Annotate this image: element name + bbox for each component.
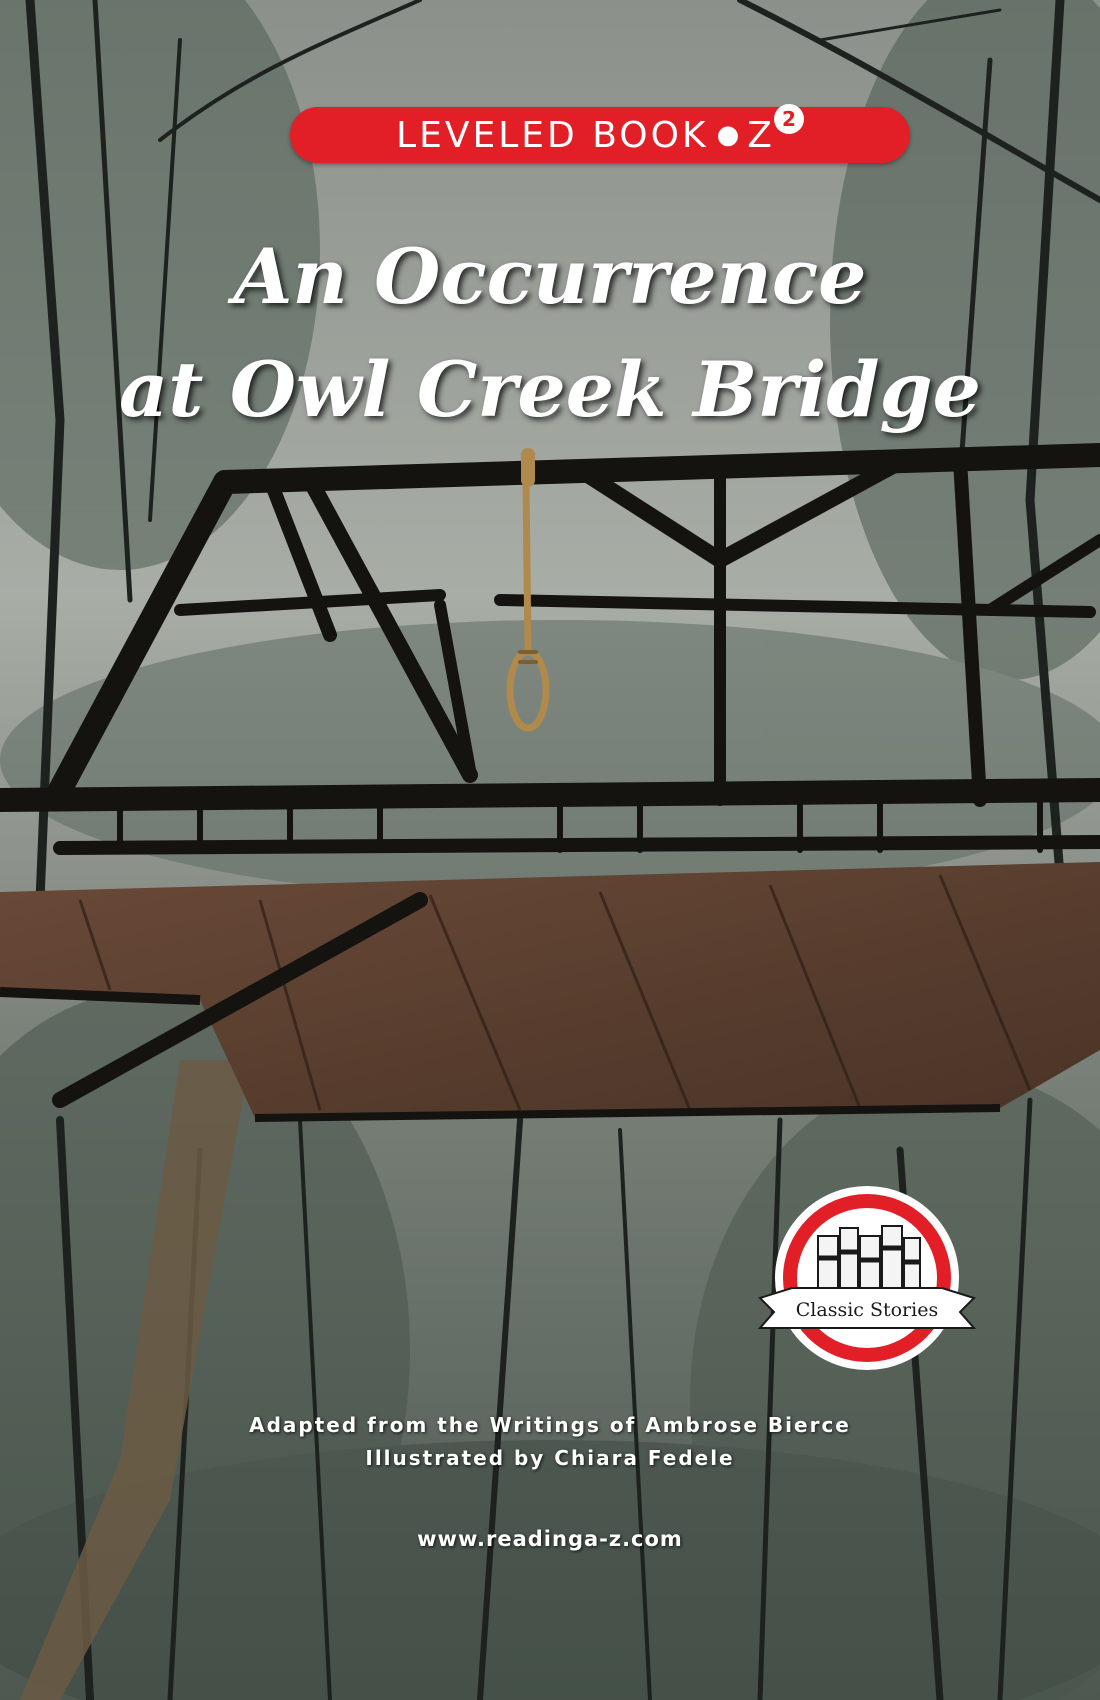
book-title-line-2: at Owl Creek Bridge	[119, 345, 981, 434]
badge-level: Z	[747, 114, 772, 156]
illustrated-credit: Illustrated by Chiara Fedele	[365, 1446, 735, 1470]
badge-level-superscript: 2	[774, 104, 804, 134]
adapted-credit: Adapted from the Writings of Ambrose Bierce	[249, 1413, 851, 1437]
seal-label: Classic Stories	[795, 1299, 939, 1321]
classic-stories-seal	[752, 1178, 982, 1378]
badge-label: LEVELED BOOK	[396, 114, 709, 156]
leveled-book-badge	[290, 107, 910, 163]
book-title-line-1: An Occurrence	[233, 232, 867, 321]
website-link[interactable]: www.readinga-z.com	[417, 1527, 683, 1551]
bullet-dot-icon: ●	[716, 120, 740, 150]
